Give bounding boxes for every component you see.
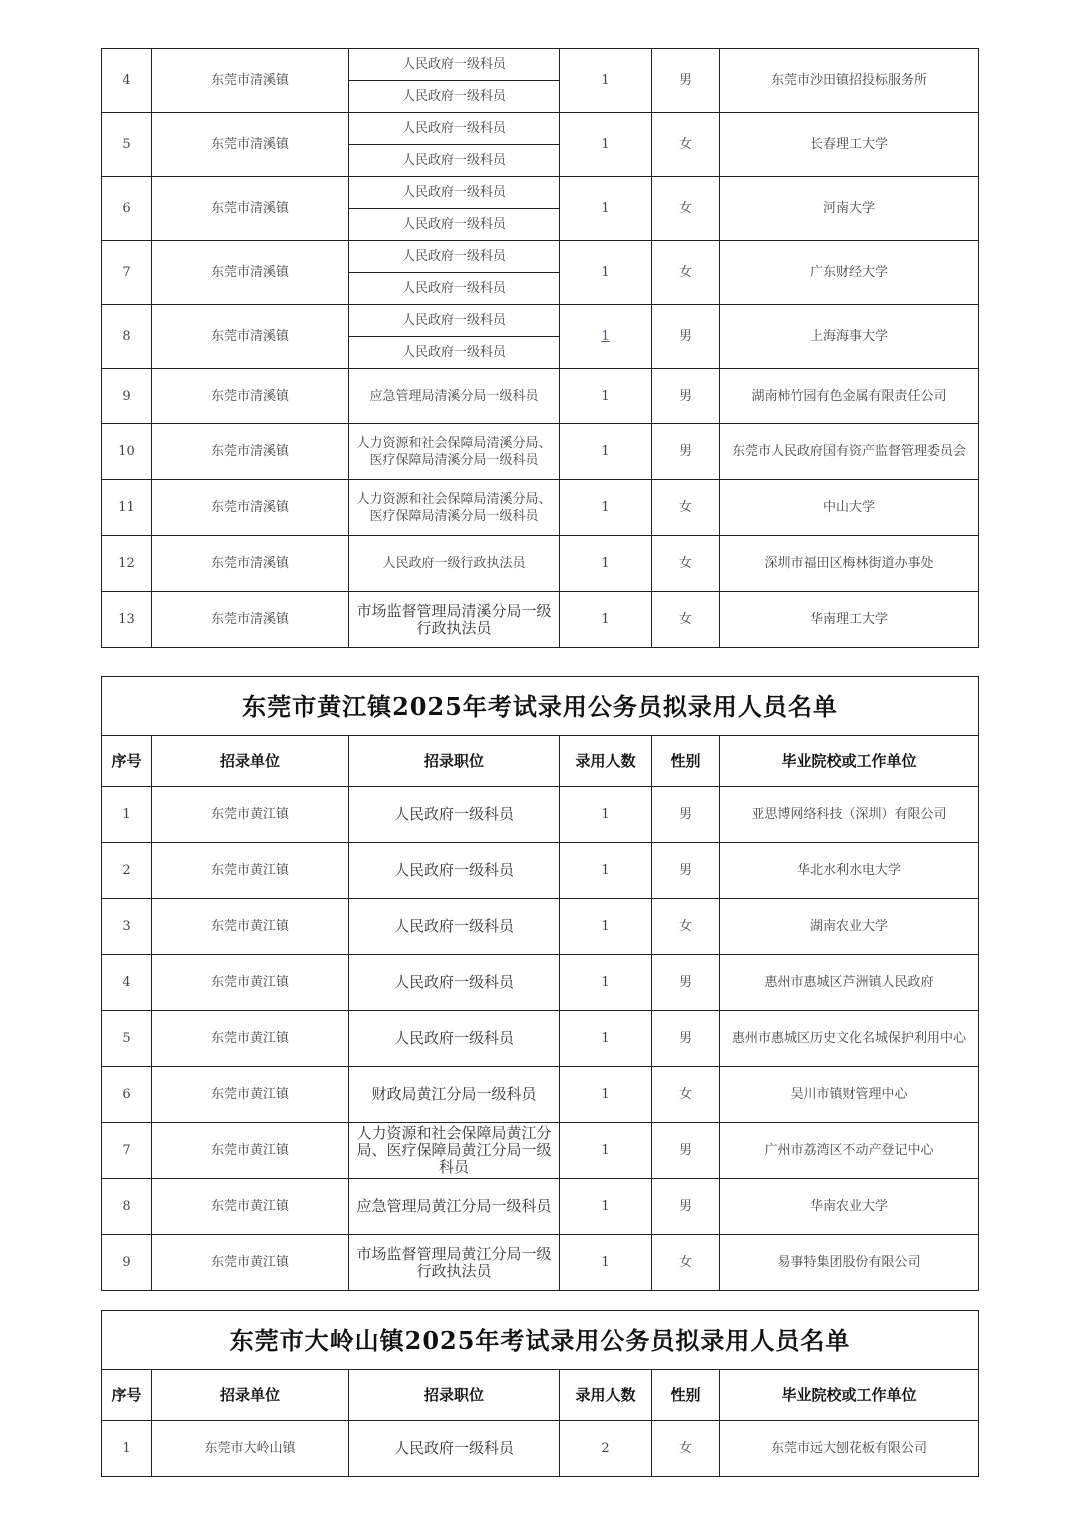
hire-count: 1 bbox=[560, 1235, 652, 1291]
table-row bbox=[102, 955, 979, 1011]
header-no: 序号 bbox=[102, 736, 152, 787]
position: 人力资源和社会保障局清溪分局、医疗保障局清溪分局一级科员 bbox=[349, 424, 560, 480]
recruiting-unit: 东莞市黄江镇 bbox=[152, 955, 349, 1011]
recruiting-unit: 东莞市清溪镇 bbox=[152, 241, 349, 305]
recruiting-unit: 东莞市清溪镇 bbox=[152, 424, 349, 480]
position: 人民政府一级科员 bbox=[349, 1421, 560, 1477]
table-row bbox=[102, 424, 979, 480]
position: 人力资源和社会保障局清溪分局、医疗保障局清溪分局一级科员 bbox=[349, 480, 560, 536]
header-school: 毕业院校或工作单位 bbox=[720, 736, 979, 787]
header-unit: 招录单位 bbox=[152, 736, 349, 787]
gender: 男 bbox=[652, 369, 720, 424]
gender: 女 bbox=[652, 177, 720, 241]
recruiting-unit: 东莞市黄江镇 bbox=[152, 1067, 349, 1123]
row-number: 6 bbox=[102, 177, 152, 241]
hire-count: 1 bbox=[560, 1123, 652, 1179]
school-or-employer: 东莞市沙田镇招投标服务所 bbox=[720, 49, 979, 113]
position: 人民政府一级科员 bbox=[349, 113, 560, 145]
position: 市场监督管理局黄江分局一级行政执法员 bbox=[349, 1235, 560, 1291]
table-row bbox=[102, 49, 979, 81]
recruiting-unit: 东莞市清溪镇 bbox=[152, 49, 349, 113]
hire-count: 1 bbox=[560, 113, 652, 177]
header-gender: 性别 bbox=[652, 736, 720, 787]
position: 财政局黄江分局一级科员 bbox=[349, 1067, 560, 1123]
header-no: 序号 bbox=[102, 1370, 152, 1421]
position: 应急管理局清溪分局一级科员 bbox=[349, 369, 560, 424]
header-count: 录用人数 bbox=[560, 1370, 652, 1421]
school-or-employer: 长春理工大学 bbox=[720, 113, 979, 177]
table-row bbox=[102, 241, 979, 273]
hire-count: 1 bbox=[560, 536, 652, 592]
row-number: 4 bbox=[102, 49, 152, 113]
gender: 女 bbox=[652, 1067, 720, 1123]
table-row bbox=[102, 177, 979, 209]
row-number: 9 bbox=[102, 369, 152, 424]
hire-count: 2 bbox=[560, 1421, 652, 1477]
school-or-employer: 吴川市镇财管理中心 bbox=[720, 1067, 979, 1123]
school-or-employer: 广东财经大学 bbox=[720, 241, 979, 305]
school-or-employer: 河南大学 bbox=[720, 177, 979, 241]
hire-count: 1 bbox=[560, 1179, 652, 1235]
recruiting-unit: 东莞市清溪镇 bbox=[152, 536, 349, 592]
table-row bbox=[102, 592, 979, 648]
school-or-employer: 东莞市人民政府国有资产监督管理委员会 bbox=[720, 424, 979, 480]
gender: 男 bbox=[652, 49, 720, 113]
row-number: 8 bbox=[102, 305, 152, 369]
recruiting-unit: 东莞市黄江镇 bbox=[152, 843, 349, 899]
gender: 男 bbox=[652, 1123, 720, 1179]
hire-count: 1 bbox=[560, 177, 652, 241]
school-or-employer: 易事特集团股份有限公司 bbox=[720, 1235, 979, 1291]
gender: 男 bbox=[652, 424, 720, 480]
header-unit: 招录单位 bbox=[152, 1370, 349, 1421]
position: 人民政府一级科员 bbox=[349, 843, 560, 899]
position: 人民政府一级科员 bbox=[349, 209, 560, 241]
hire-count: 1 bbox=[560, 592, 652, 648]
row-number: 11 bbox=[102, 480, 152, 536]
hire-count-link[interactable]: 1 bbox=[601, 329, 610, 344]
school-or-employer: 华南理工大学 bbox=[720, 592, 979, 648]
school-or-employer: 惠州市惠城区芦洲镇人民政府 bbox=[720, 955, 979, 1011]
school-or-employer: 华南农业大学 bbox=[720, 1179, 979, 1235]
gender: 女 bbox=[652, 1235, 720, 1291]
row-number: 3 bbox=[102, 899, 152, 955]
recruiting-unit: 东莞市黄江镇 bbox=[152, 1011, 349, 1067]
position: 人民政府一级科员 bbox=[349, 273, 560, 305]
hire-count bbox=[560, 305, 652, 369]
section-title: 东莞市大岭山镇2025年考试录用公务员拟录用人员名单 bbox=[102, 1311, 979, 1370]
recruiting-unit: 东莞市黄江镇 bbox=[152, 787, 349, 843]
row-number: 12 bbox=[102, 536, 152, 592]
hire-count: 1 bbox=[560, 843, 652, 899]
recruiting-unit: 东莞市清溪镇 bbox=[152, 480, 349, 536]
row-number: 4 bbox=[102, 955, 152, 1011]
row-number: 7 bbox=[102, 1123, 152, 1179]
table-row bbox=[102, 1421, 979, 1477]
row-number: 5 bbox=[102, 113, 152, 177]
row-number: 10 bbox=[102, 424, 152, 480]
row-number: 6 bbox=[102, 1067, 152, 1123]
school-or-employer: 上海海事大学 bbox=[720, 305, 979, 369]
gender: 女 bbox=[652, 536, 720, 592]
position: 人民政府一级科员 bbox=[349, 241, 560, 273]
position: 人力资源和社会保障局黄江分局、医疗保障局黄江分局一级科员 bbox=[349, 1123, 560, 1179]
school-or-employer: 惠州市惠城区历史文化名城保护利用中心 bbox=[720, 1011, 979, 1067]
gender: 男 bbox=[652, 1011, 720, 1067]
gender: 女 bbox=[652, 113, 720, 177]
recruiting-unit: 东莞市清溪镇 bbox=[152, 113, 349, 177]
gender: 男 bbox=[652, 843, 720, 899]
position: 人民政府一级科员 bbox=[349, 145, 560, 177]
row-number: 7 bbox=[102, 241, 152, 305]
hire-count: 1 bbox=[560, 49, 652, 113]
header-gender: 性别 bbox=[652, 1370, 720, 1421]
position: 人民政府一级科员 bbox=[349, 787, 560, 843]
hire-count: 1 bbox=[560, 1011, 652, 1067]
position: 人民政府一级科员 bbox=[349, 81, 560, 113]
gender: 男 bbox=[652, 1179, 720, 1235]
section-title: 东莞市黄江镇2025年考试录用公务员拟录用人员名单 bbox=[102, 677, 979, 736]
position: 人民政府一级科员 bbox=[349, 1011, 560, 1067]
school-or-employer: 广州市荔湾区不动产登记中心 bbox=[720, 1123, 979, 1179]
qingxi-table bbox=[101, 48, 979, 648]
hire-count: 1 bbox=[560, 369, 652, 424]
hire-count: 1 bbox=[560, 787, 652, 843]
table-row bbox=[102, 113, 979, 145]
recruiting-unit: 东莞市清溪镇 bbox=[152, 177, 349, 241]
row-number: 8 bbox=[102, 1179, 152, 1235]
school-or-employer: 深圳市福田区梅林街道办事处 bbox=[720, 536, 979, 592]
recruiting-unit: 东莞市清溪镇 bbox=[152, 305, 349, 369]
position: 应急管理局黄江分局一级科员 bbox=[349, 1179, 560, 1235]
table-row bbox=[102, 1123, 979, 1179]
row-number: 2 bbox=[102, 843, 152, 899]
row-number: 1 bbox=[102, 1421, 152, 1477]
position: 人民政府一级科员 bbox=[349, 899, 560, 955]
position: 人民政府一级科员 bbox=[349, 305, 560, 337]
school-or-employer: 亚思博网络科技（深圳）有限公司 bbox=[720, 787, 979, 843]
row-number: 1 bbox=[102, 787, 152, 843]
position: 人民政府一级科员 bbox=[349, 955, 560, 1011]
header-position: 招录职位 bbox=[349, 736, 560, 787]
hire-count: 1 bbox=[560, 424, 652, 480]
school-or-employer: 中山大学 bbox=[720, 480, 979, 536]
table-row bbox=[102, 305, 979, 337]
table-row bbox=[102, 536, 979, 592]
table-row bbox=[102, 1011, 979, 1067]
gender: 女 bbox=[652, 592, 720, 648]
hire-count: 1 bbox=[560, 241, 652, 305]
header-position: 招录职位 bbox=[349, 1370, 560, 1421]
gender: 女 bbox=[652, 241, 720, 305]
gender: 男 bbox=[652, 955, 720, 1011]
position: 人民政府一级行政执法员 bbox=[349, 536, 560, 592]
header-row bbox=[102, 1370, 979, 1421]
recruiting-unit: 东莞市黄江镇 bbox=[152, 899, 349, 955]
gender: 女 bbox=[652, 1421, 720, 1477]
row-number: 9 bbox=[102, 1235, 152, 1291]
position: 市场监督管理局清溪分局一级行政执法员 bbox=[349, 592, 560, 648]
table-row bbox=[102, 480, 979, 536]
recruiting-unit: 东莞市黄江镇 bbox=[152, 1179, 349, 1235]
hire-count: 1 bbox=[560, 955, 652, 1011]
school-or-employer: 东莞市远大刨花板有限公司 bbox=[720, 1421, 979, 1477]
hire-count: 1 bbox=[560, 480, 652, 536]
recruiting-unit: 东莞市清溪镇 bbox=[152, 592, 349, 648]
header-count: 录用人数 bbox=[560, 736, 652, 787]
table-row bbox=[102, 787, 979, 843]
table-row bbox=[102, 899, 979, 955]
table-row bbox=[102, 843, 979, 899]
row-number: 5 bbox=[102, 1011, 152, 1067]
row-number: 13 bbox=[102, 592, 152, 648]
gender: 女 bbox=[652, 480, 720, 536]
recruiting-unit: 东莞市清溪镇 bbox=[152, 369, 349, 424]
gender: 女 bbox=[652, 899, 720, 955]
position: 人民政府一级科员 bbox=[349, 177, 560, 209]
position: 人民政府一级科员 bbox=[349, 49, 560, 81]
school-or-employer: 湖南农业大学 bbox=[720, 899, 979, 955]
hire-count: 1 bbox=[560, 1067, 652, 1123]
position: 人民政府一级科员 bbox=[349, 337, 560, 369]
recruiting-unit: 东莞市黄江镇 bbox=[152, 1123, 349, 1179]
header-school: 毕业院校或工作单位 bbox=[720, 1370, 979, 1421]
header-row bbox=[102, 736, 979, 787]
hire-count: 1 bbox=[560, 899, 652, 955]
recruiting-unit: 东莞市黄江镇 bbox=[152, 1235, 349, 1291]
gender: 男 bbox=[652, 305, 720, 369]
school-or-employer: 湖南柿竹园有色金属有限责任公司 bbox=[720, 369, 979, 424]
huangjiang-table bbox=[101, 676, 979, 1291]
school-or-employer: 华北水利水电大学 bbox=[720, 843, 979, 899]
gender: 男 bbox=[652, 787, 720, 843]
table-row bbox=[102, 1067, 979, 1123]
table-row bbox=[102, 369, 979, 424]
recruiting-unit: 东莞市大岭山镇 bbox=[152, 1421, 349, 1477]
table-row bbox=[102, 1235, 979, 1291]
dalingshan-table bbox=[101, 1310, 979, 1477]
table-row bbox=[102, 1179, 979, 1235]
